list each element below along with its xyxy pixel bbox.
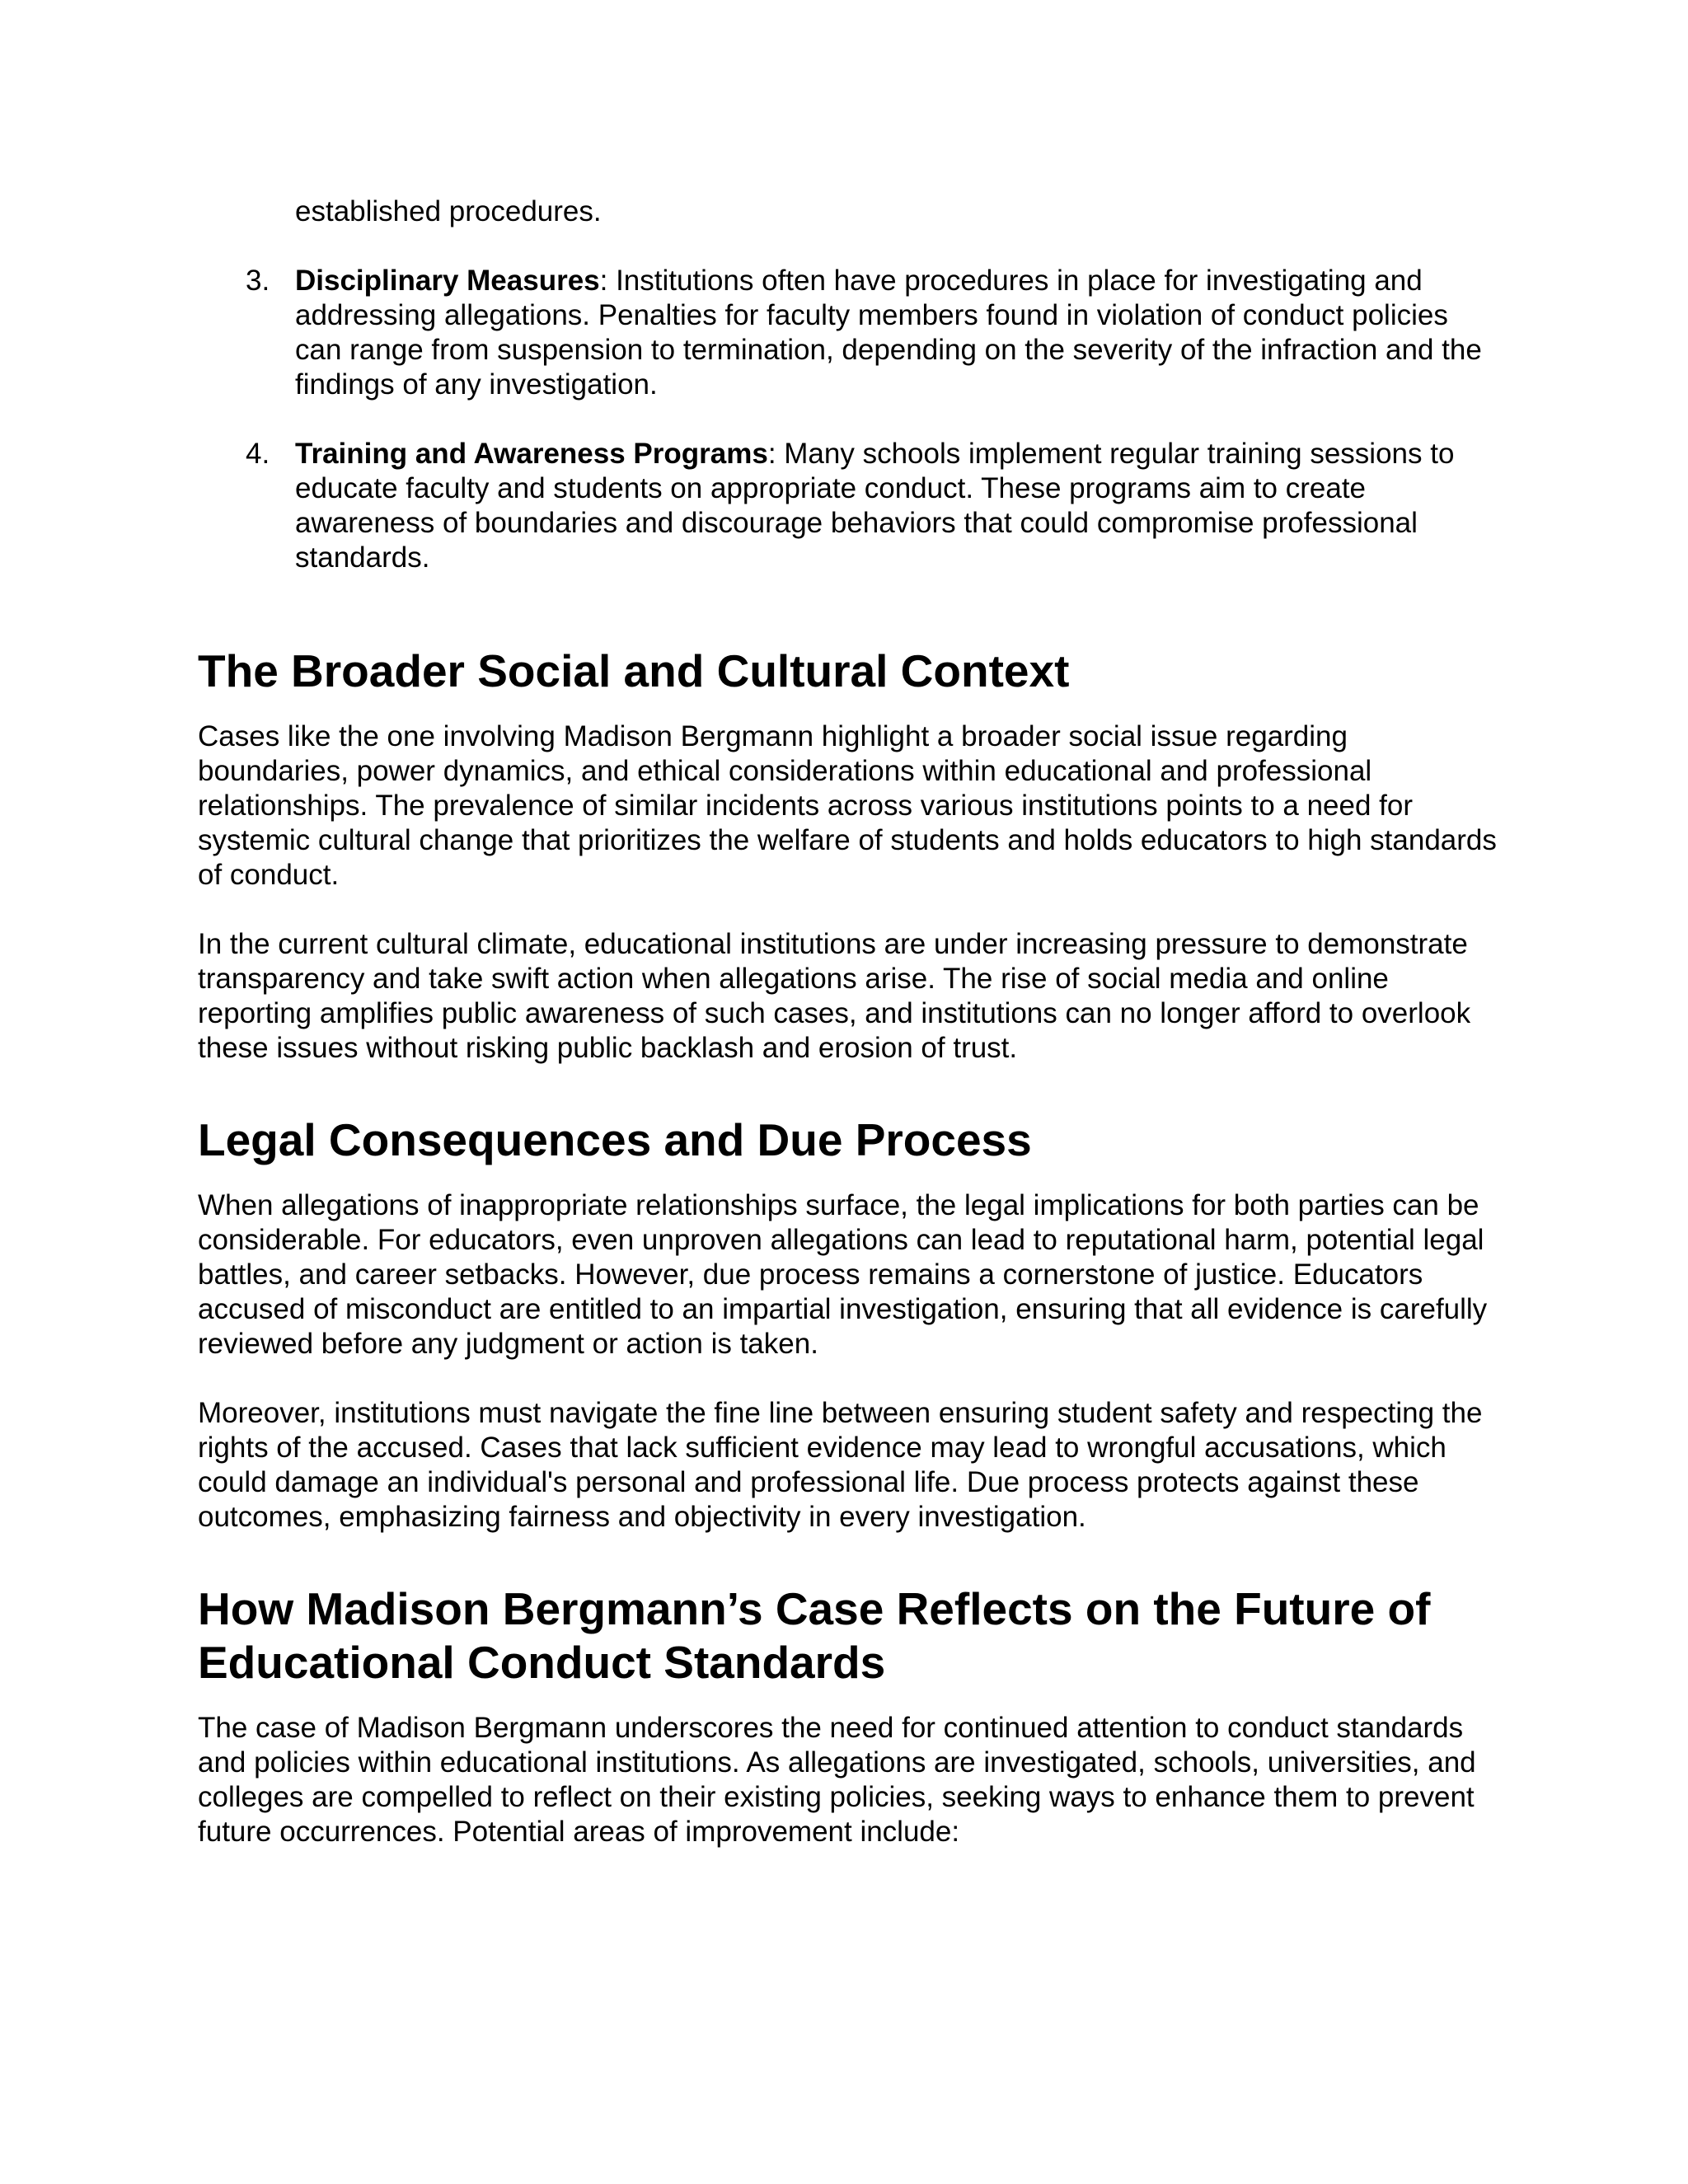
document-page: [198, 194, 1500, 1849]
list-item-number: 4.: [246, 438, 270, 470]
section-heading-future-conduct-standards: How Madison Bergmann’s Case Reflects on the Future of Educational Conduct Standards: [198, 1583, 1431, 1688]
paragraph: Cases like the one involving Madison Bergmann highlight a broader social issue regarding boundaries, power dynamics, and ethical considerations within educational and professional relationships. The prevalence of similar incidents across various institutions points to a need for systemic cultural change that prioritizes the welfare of students and holds educators to high standards of conduct.: [198, 720, 1497, 891]
paragraph: When allegations of inappropriate relationships surface, the legal implications for both parties can be considerable. For educators, even unproven allegations can lead to reputational harm, potential legal battles, and career setbacks. However, due process remains a cornerstone of justice. Educators accused of misconduct are entitled to an impartial investigation, ensuring that all evidence is carefully reviewed before any judgment or action is taken.: [198, 1189, 1488, 1360]
list-item-text: : Many schools implement regular training sessions to educate faculty and students on appropriate conduct. These programs aim to create awareness of boundaries and discourage behaviors that could compromise professional standards.: [295, 438, 1455, 574]
list-item-number: 3.: [246, 265, 270, 297]
list-item-disciplinary-measures: [198, 264, 1500, 402]
list-item-title: Disciplinary Measures: [295, 265, 600, 297]
list-item-text: : Institutions often have procedures in place for investigating and addressing allegations. Penalties for faculty members found in violation of conduct policies can range from suspension to termination, depending on the severity of the infraction and the findings of any investigation.: [295, 265, 1482, 401]
list-item-title: Training and Awareness Programs: [295, 438, 768, 470]
numbered-list: [198, 194, 1500, 575]
paragraph: Moreover, institutions must navigate the fine line between ensuring student safety and respecting the rights of the accused. Cases that lack sufficient evidence may lead to wrongful accusations, which could damage an individual's personal and professional life. Due process protects against these outcomes, emphasizing fairness and objectivity in every investigation.: [198, 1397, 1483, 1533]
section-heading-social-cultural-context: The Broader Social and Cultural Context: [198, 645, 1070, 696]
section-heading-legal-consequences: Legal Consequences and Due Process: [198, 1114, 1032, 1165]
list-continuation-text: established procedures.: [295, 195, 602, 227]
paragraph: The case of Madison Bergmann underscores the need for continued attention to conduct standards and policies within educational institutions. As allegations are investigated, schools, universities, and colleges are compelled to reflect on their existing policies, seeking ways to enhance them to prevent future occurrences. Potential areas of improvement include:: [198, 1712, 1476, 1848]
list-item-training-awareness: [198, 437, 1500, 575]
paragraph: In the current cultural climate, educational institutions are under increasing pressure to demonstrate transparency and take swift action when allegations arise. The rise of social media and online reporting amplifies public awareness of such cases, and institutions can no longer afford to overlook these issues without risking public backlash and erosion of trust.: [198, 928, 1471, 1064]
